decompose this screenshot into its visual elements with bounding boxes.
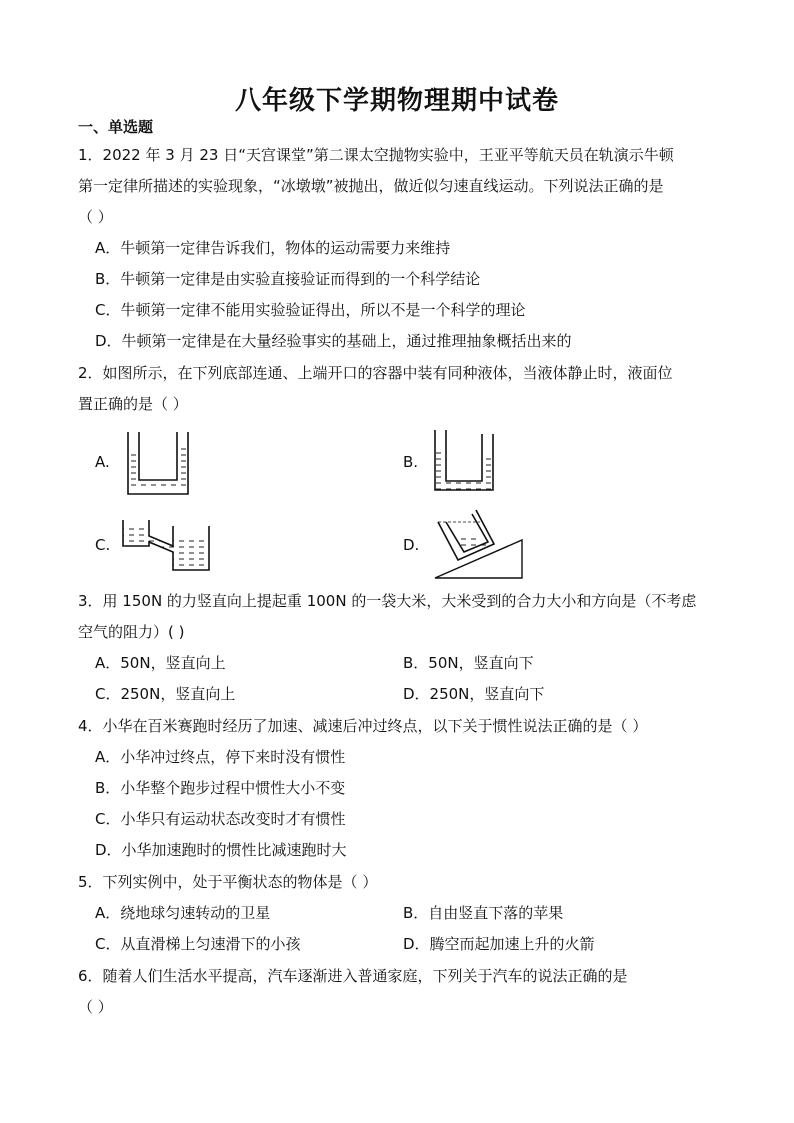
q2-text-line2: 置正确的是（ ）: [78, 395, 188, 413]
q4-option-a[interactable]: A．小华冲过终点，停下来时没有惯性: [95, 748, 346, 766]
q4-text-line1: 4．小华在百米赛跑时经历了加速、减速后冲过终点，以下关于惯性说法正确的是（ ）: [78, 717, 648, 735]
q2-option-c-label[interactable]: C.: [95, 536, 111, 554]
q3-option-b[interactable]: B．50N，竖直向下: [403, 654, 534, 672]
q5-text-line1: 5．下列实例中，处于平衡状态的物体是（ ）: [78, 873, 378, 891]
q4-option-d[interactable]: D．小华加速跑时的惯性比减速跑时大: [95, 841, 347, 859]
q3-option-c[interactable]: C．250N，竖直向上: [95, 685, 236, 703]
page-title: 八年级下学期物理期中试卷: [234, 86, 559, 116]
q3-option-a[interactable]: A．50N，竖直向上: [95, 654, 226, 672]
q2-option-b-label[interactable]: B.: [403, 453, 419, 471]
q3-option-d[interactable]: D．250N，竖直向下: [403, 685, 545, 703]
q2-figure-b[interactable]: [425, 426, 505, 496]
q1-text-line1: 1．2022 年 3 月 23 日“天宫课堂”第二课太空抛物实验中，王亚平等航天员在轨演示牛顿: [78, 146, 674, 164]
q4-option-c[interactable]: C．小华只有运动状态改变时才有惯性: [95, 810, 346, 828]
q3-text-line1: 3．用 150N 的力竖直向上提起重 100N 的一袋大米，大米受到的合力大小和方向是（不考虑: [78, 592, 697, 610]
q1-option-d[interactable]: D．牛顿第一定律是在大量经验事实的基础上，通过推理抽象概括出来的: [95, 332, 572, 350]
q3-text-line2: 空气的阻力）( ): [78, 623, 185, 641]
q5-option-c[interactable]: C．从直滑梯上匀速滑下的小孩: [95, 935, 301, 953]
q6-text-line1: 6．随着人们生活水平提高，汽车逐渐进入普通家庭，下列关于汽车的说法正确的是: [78, 967, 628, 985]
q2-figure-d[interactable]: [430, 506, 530, 584]
q1-text-line2: 第一定律所描述的实验现象，“冰墩墩”被抛出，做近似匀速直线运动。下列说法正确的是: [78, 177, 664, 195]
q1-option-c[interactable]: C．牛顿第一定律不能用实验验证得出，所以不是一个科学的理论: [95, 301, 526, 319]
section-heading: 一、单选题: [78, 118, 154, 136]
q2-option-d-label[interactable]: D.: [403, 536, 420, 554]
q6-text-line2: （ ）: [78, 998, 113, 1016]
q1-option-b[interactable]: B．牛顿第一定律是由实验直接验证而得到的一个科学结论: [95, 270, 481, 288]
q2-option-a-label[interactable]: A.: [95, 453, 110, 471]
q5-option-d[interactable]: D．腾空而起加速上升的火箭: [403, 935, 595, 953]
q5-option-b[interactable]: B．自由竖直下落的苹果: [403, 904, 564, 922]
q2-text-line1: 2．如图所示，在下列底部连通、上端开口的容器中装有同种液体，当液体静止时，液面位: [78, 364, 673, 382]
q2-figure-a[interactable]: [120, 428, 200, 498]
q2-figure-c[interactable]: [118, 514, 218, 579]
q1-text-line3: （ ）: [78, 208, 113, 226]
q1-option-a[interactable]: A．牛顿第一定律告诉我们，物体的运动需要力来维持: [95, 239, 451, 257]
q5-option-a[interactable]: A．绕地球匀速转动的卫星: [95, 904, 271, 922]
q4-option-b[interactable]: B．小华整个跑步过程中惯性大小不变: [95, 779, 346, 797]
